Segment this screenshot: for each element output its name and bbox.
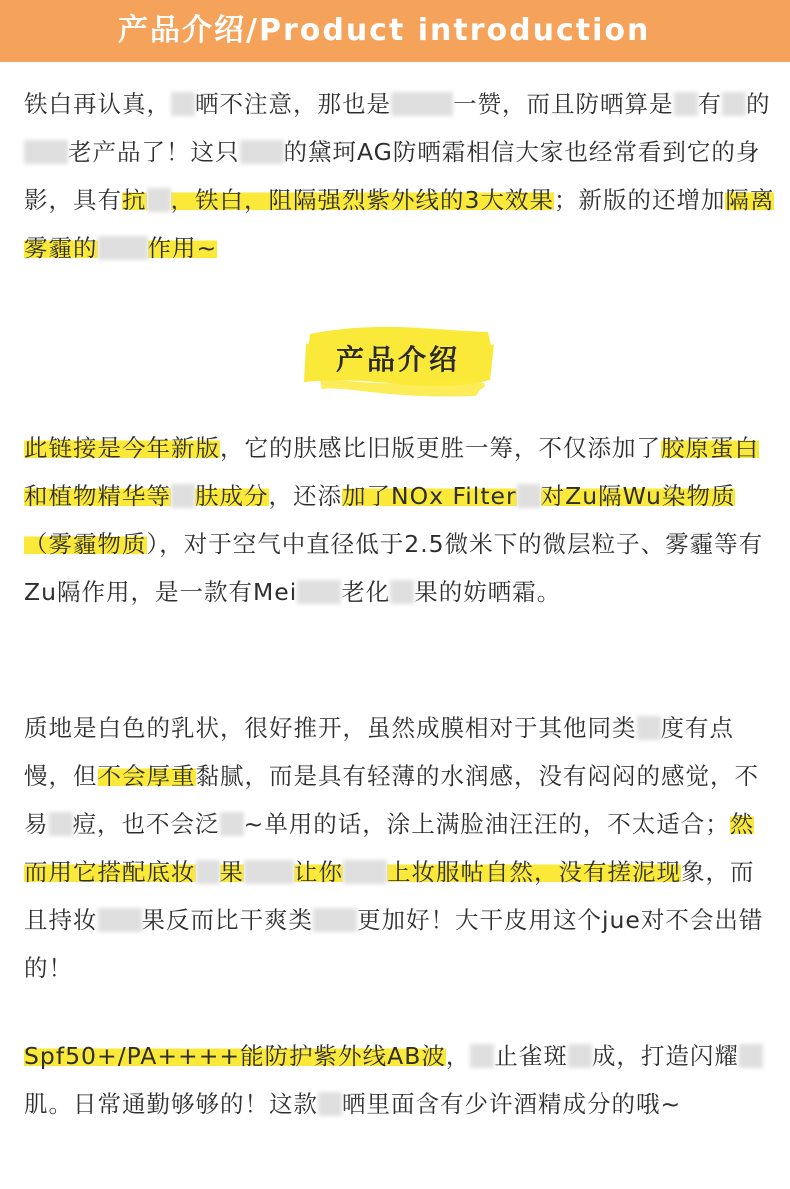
- redacted-text: [220, 812, 244, 836]
- redacted-text: [98, 236, 148, 260]
- text: 有: [697, 90, 722, 118]
- redacted-text: [171, 92, 195, 116]
- redacted-text: [313, 908, 357, 932]
- redacted-text: [391, 92, 453, 116]
- redacted-text: [390, 580, 414, 604]
- redacted-text: [171, 484, 195, 508]
- redacted-text: [517, 484, 541, 508]
- redacted-text: [637, 716, 661, 740]
- highlight-text: 然而用它搭配底妆: [24, 810, 755, 886]
- highlight-text: 抗: [122, 186, 147, 214]
- text: 果的妨晒霜。: [414, 578, 562, 606]
- text: 肌。日常通勤够够的！这款: [24, 1090, 318, 1118]
- section-title: 产品介绍: [335, 343, 460, 376]
- highlight-text: 加了NOx Filter: [342, 482, 517, 510]
- redacted-text: [470, 1044, 494, 1068]
- text: 痘，也不会泛: [72, 810, 220, 838]
- redacted-text: [739, 1044, 763, 1068]
- redacted-text: [24, 140, 68, 164]
- redacted-text: [240, 140, 284, 164]
- paragraph-product: [24, 424, 776, 616]
- text: 老产品了！这只: [68, 138, 240, 166]
- highlight-text: ，铁白，阻隔强烈紫外线的3大效果: [170, 186, 554, 214]
- text: 晒里面含有少许酒精成分的哦~: [342, 1090, 682, 1118]
- header-banner: [0, 0, 790, 62]
- redacted-text: [343, 860, 387, 884]
- redacted-text: [244, 860, 294, 884]
- highlight-text: 果: [219, 858, 244, 886]
- text: 的: [746, 90, 771, 118]
- banner-title: 产品介绍/Product introduction: [118, 13, 651, 48]
- text: 晒不注意，那也是: [195, 90, 391, 118]
- highlight-text: 对Zu隔Wu染物质（雾霾物质: [24, 482, 736, 558]
- redacted-text: [568, 1044, 592, 1068]
- text: 一赞，而且防晒算是: [453, 90, 674, 118]
- highlight-text: 胶原蛋白和植物精华等: [24, 434, 759, 510]
- paragraph-spf: [24, 1032, 776, 1128]
- redacted-text: [147, 188, 171, 212]
- paragraph-texture: [24, 704, 776, 992]
- highlight-text: 此链接是今年新版: [24, 434, 220, 462]
- redacted-text: [49, 812, 73, 836]
- redacted-text: [722, 92, 746, 116]
- highlight-text: 隔离雾霾的: [24, 186, 775, 262]
- text: 更加好！大干皮用这个jue对不会出错的！: [24, 906, 764, 982]
- paragraph-intro: [24, 80, 776, 272]
- text: 象，而且持妆: [24, 858, 755, 934]
- text: ；新版的还增加: [553, 186, 726, 214]
- highlight-text: Spf50+/PA++++能防护紫外线AB波: [24, 1042, 446, 1070]
- text: 止雀斑: [494, 1042, 568, 1070]
- redacted-text: [98, 908, 142, 932]
- text: ），对于空气中直径低于2.5微米下的微层粒子、雾霾等有Zu隔作用，是一款有Mei: [24, 530, 764, 606]
- text: 老化: [341, 578, 391, 606]
- highlight-text: 肤成分: [195, 482, 269, 510]
- section-heading: [300, 320, 496, 400]
- text: ，: [445, 1042, 471, 1070]
- redacted-text: [674, 92, 698, 116]
- text: 的黛珂AG防晒霜相信大家也经常看到它的身影，具有: [24, 138, 761, 214]
- text: 度有点慢，但: [24, 714, 734, 790]
- text: ，还添: [268, 482, 342, 510]
- redacted-text: [318, 1092, 342, 1116]
- text: 黏腻，而是具有轻薄的水润感，没有闷闷的感觉，不易: [24, 762, 759, 838]
- highlight-text: 不会厚重: [97, 762, 196, 790]
- highlight-text: 上妆服帖自然，没有搓泥现: [387, 858, 681, 886]
- highlight-text: 让你: [294, 858, 343, 886]
- text: 铁白再认真，: [24, 90, 171, 118]
- text: 质地是白色的乳状，很好推开，虽然成膜相对于其他同类: [24, 714, 637, 742]
- text: 成，打造闪耀: [591, 1042, 739, 1070]
- text: ，它的肤感比旧版更胜一筹，不仅添加了: [220, 434, 661, 462]
- redacted-text: [297, 580, 341, 604]
- text: 果反而比干爽类: [141, 906, 313, 934]
- redacted-text: [196, 860, 220, 884]
- highlight-text: 作用~: [147, 234, 218, 262]
- text: ~单用的话，涂上满脸油汪汪的，不太适合；: [243, 810, 730, 838]
